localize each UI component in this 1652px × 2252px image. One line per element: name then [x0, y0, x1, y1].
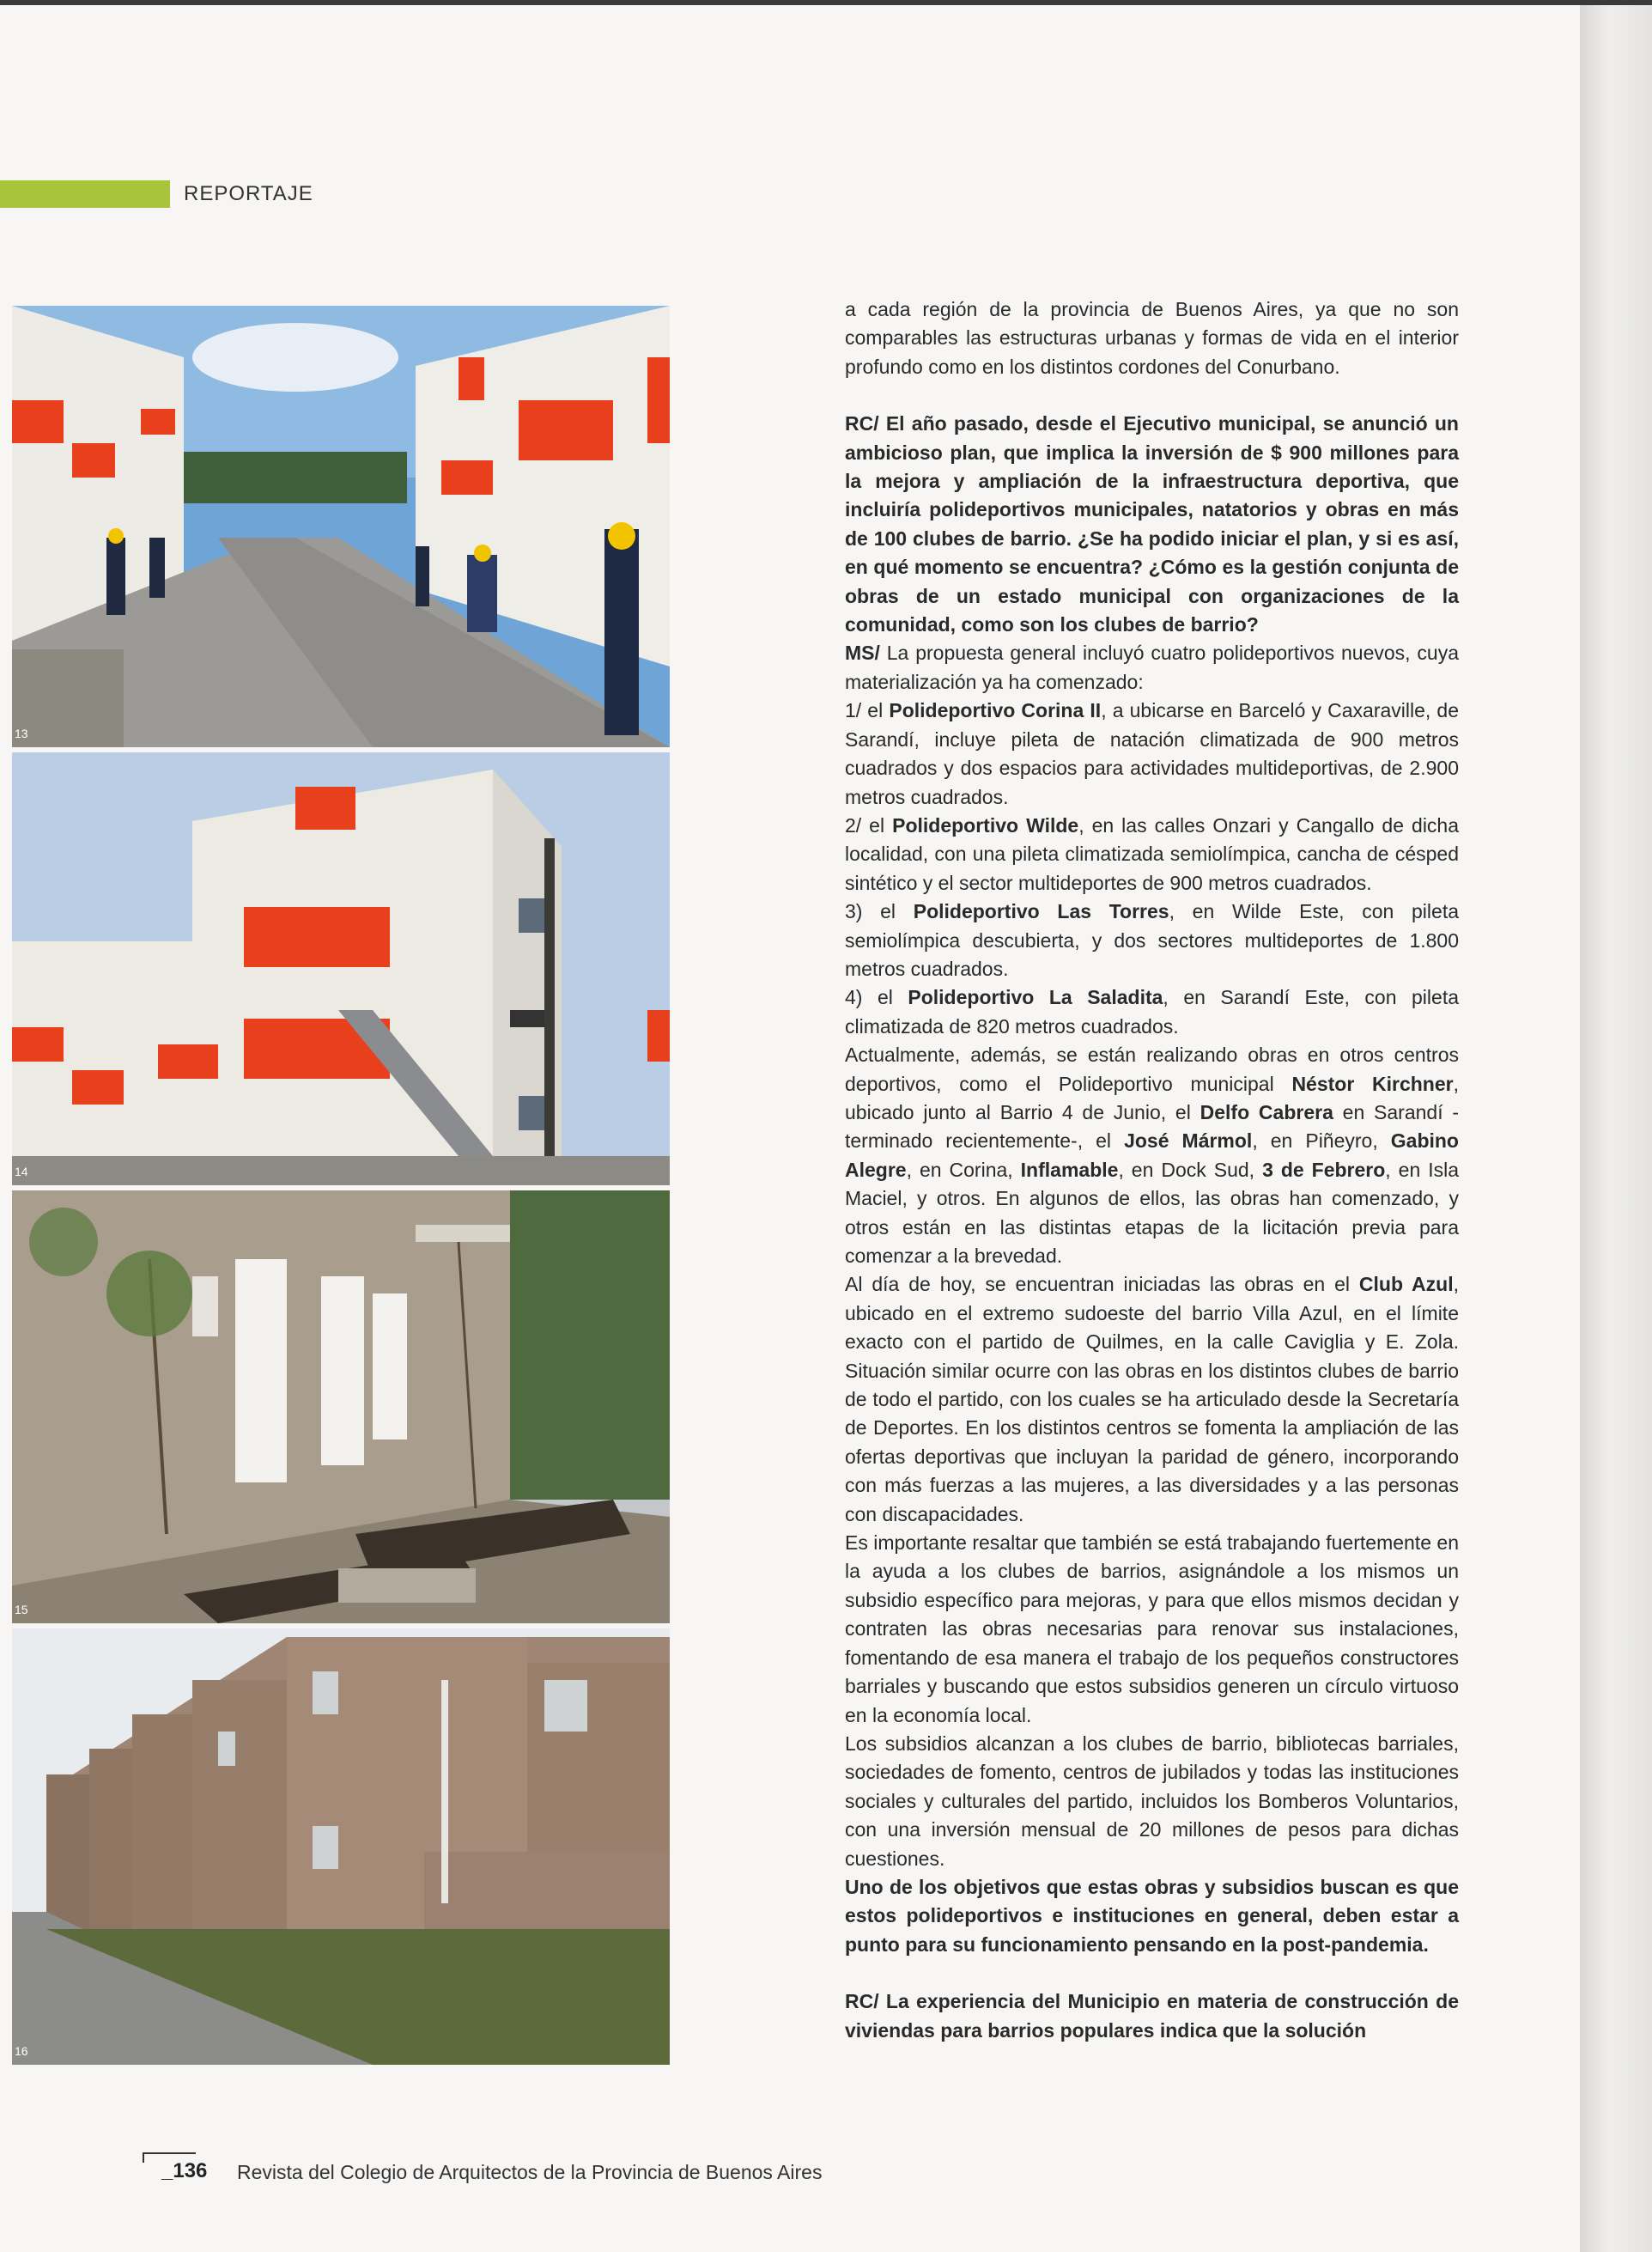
- answer-text: La propuesta general incluyó cuatro polideportivos nuevos, cuya materialización ya ha comenzado:: [845, 642, 1460, 693]
- bold-run: 3 de Febrero: [1262, 1158, 1386, 1181]
- photo-15: [12, 1190, 670, 1623]
- bold-run: Néstor Kirchner: [1291, 1072, 1454, 1095]
- list-text: , en Sarandí Este, con pileta climatizada de 820 metros cuadrados.: [845, 986, 1459, 1038]
- list-name: Polideportivo Corina II: [889, 699, 1102, 722]
- bold-run: Delfo Cabrera: [1200, 1100, 1333, 1123]
- question-rc-2: RC/ La experiencia del Municipio en materia de construcción de viviendas para barrios populares indica que la solución: [845, 1990, 1459, 2042]
- list-num: 3) el: [845, 900, 896, 923]
- list-text: , a ubicarse en Barceló y Caxaraville, de Sarandí, incluye pileta de natación climatizada de 900 metros cuadrados y dos espacios para actividades multideportivas, de 2.900 metros cuadrados.: [845, 699, 1460, 808]
- photo-number: 15: [15, 1603, 28, 1616]
- text-run: , ubicado en el extremo sudoeste del barrio Villa Azul, en el límite exacto con el partido de Quilmes, en la calle Caviglia y E. Zola. Situación similar ocurre con las obras en los distintos clubes de barrio de todo el partido, con los cuales se ha articulado desde la Secretaría de Deportes. En los distintos centros se fomenta la ampliación de las ofertas deportivas que incluyan la paridad de género, incorporando con más fuerzas a las mujeres, a las diversidades y a las personas con discapacidades.: [845, 1273, 1460, 1525]
- list-item-3: [845, 898, 1459, 983]
- text-run: Al día de hoy, se encuentran iniciadas las obras en el: [845, 1273, 1351, 1296]
- article-body: [845, 295, 1459, 2045]
- section-color-bar: [0, 180, 170, 208]
- text-run: Actualmente, además, se están realizando obras en otros centros deportivos, como el Polideportivo municipal: [845, 1044, 1459, 1095]
- text-run: , en Isla Maciel, y otros. En algunos de ellos, las obras han comenzado, y otros están en las distintas etapas de la licitación previa para comenzar a la brevedad.: [845, 1158, 1460, 1267]
- page-gutter: [1580, 0, 1652, 2252]
- list-item-1: [845, 697, 1459, 812]
- bold-run: Gabino Alegre: [845, 1129, 1459, 1181]
- footer-rule: [143, 2152, 196, 2154]
- list-name: Polideportivo Las Torres: [913, 900, 1169, 923]
- photo-number: 16: [15, 2044, 28, 2058]
- list-num: 4) el: [845, 986, 893, 1009]
- top-edge-line: [0, 0, 1652, 5]
- question-rc-1: RC/ El año pasado, desde el Ejecutivo municipal, se anunció un ambicioso plan, que implica la inversión de $ 900 millones para la mejora y ampliación de la infraestructura deportiva, que incluiría polideportivos municipales, natatorios y obras en más de 100 clubes de barrio. ¿Se ha podido iniciar el plan, y si es así, en qué momento se encuentra? ¿Cómo es la gestión conjunta de obras de un estado municipal con organizaciones de la comunidad, como son los clubes de barrio?: [845, 412, 1459, 636]
- photo-14-image: [12, 752, 670, 1185]
- photo-number: 13: [15, 727, 28, 740]
- photo-16-image: [12, 1628, 670, 2065]
- footer-rule-tick: [143, 2152, 144, 2163]
- list-num: 2/ el: [845, 813, 885, 837]
- photo-13-image: [12, 306, 670, 747]
- text-run: , en Dock Sud,: [1118, 1158, 1255, 1181]
- photo-16: [12, 1628, 670, 2065]
- bold-run: Inflamable: [1020, 1158, 1119, 1181]
- list-text: , en las calles Onzari y Cangallo de dicha localidad, con una pileta climatizada semiolímpica, cancha de césped sintético y el sector multideportes de 900 metros cuadrados.: [845, 813, 1460, 894]
- paragraph-objetivos: Uno de los objetivos que estas obras y subsidios buscan es que estos polideportivos e instituciones en general, deben estar a punto para su funcionamiento pensando en la post-pandemia.: [845, 1875, 1459, 1956]
- text-run: , en Corina,: [906, 1158, 1013, 1181]
- photo-number: 14: [15, 1165, 28, 1178]
- paragraph-subsidios: Los subsidios alcanzan a los clubes de barrio, bibliotecas barriales, sociedades de fomento, centros de jubilados y todas las instituciones sociales y culturales del partido, incluidos los Bomberos Voluntarios, con una inversión mensual de 20 millones de pesos para dichas cuestiones.: [845, 1732, 1459, 1870]
- text-run: , en Piñeyro,: [1252, 1129, 1378, 1153]
- text-run: en Sarandí -terminado recientemente-, el: [845, 1100, 1460, 1153]
- bold-run: Club Azul: [1358, 1273, 1454, 1296]
- list-text: , en Wilde Este, con pileta semiolímpica descubierta, y dos sectores multideportes de 1.800 metros cuadrados.: [845, 900, 1460, 980]
- bold-run: José Mármol: [1124, 1129, 1253, 1153]
- paragraph-importante: Es importante resaltar que también se está trabajando fuertemente en la ayuda a los clubes de barrios, asignándole a los mismos un subsidio específico para mejoras, y para que ellos mismos decidan y contraten las obras necesarias para renovar sus instalaciones, fomentando de esa manera el trabajo de los pequeños constructores barriales y buscando que estos subsidios generen un círculo virtuoso en la economía local.: [845, 1531, 1459, 1726]
- answer-ms-1: [845, 639, 1459, 697]
- list-item-4: [845, 983, 1459, 1041]
- list-name: Polideportivo La Saladita: [908, 986, 1163, 1009]
- paragraph-club-azul: [845, 1270, 1459, 1529]
- paragraph-actualmente: [845, 1041, 1459, 1270]
- photo-15-image: [12, 1190, 670, 1623]
- list-name: Polideportivo Wilde: [892, 813, 1079, 837]
- publication-name: Revista del Colegio de Arquitectos de la Provincia de Buenos Aires: [237, 2161, 823, 2183]
- page-number: _136: [161, 2159, 208, 2182]
- photo-14: [12, 752, 670, 1185]
- text-run: , ubicado junto al Barrio 4 de Junio, el: [845, 1072, 1459, 1123]
- section-label: REPORTAJE: [184, 182, 313, 205]
- paragraph-intro: a cada región de la provincia de Buenos Aires, ya que no son comparables las estructuras urbanas y formas de vida en el interior profundo como en los distintos cordones del Conurbano.: [845, 298, 1459, 378]
- list-item-2: [845, 812, 1459, 898]
- photo-13: [12, 306, 670, 747]
- list-num: 1/ el: [845, 699, 884, 722]
- answer-prefix: MS/: [845, 642, 880, 665]
